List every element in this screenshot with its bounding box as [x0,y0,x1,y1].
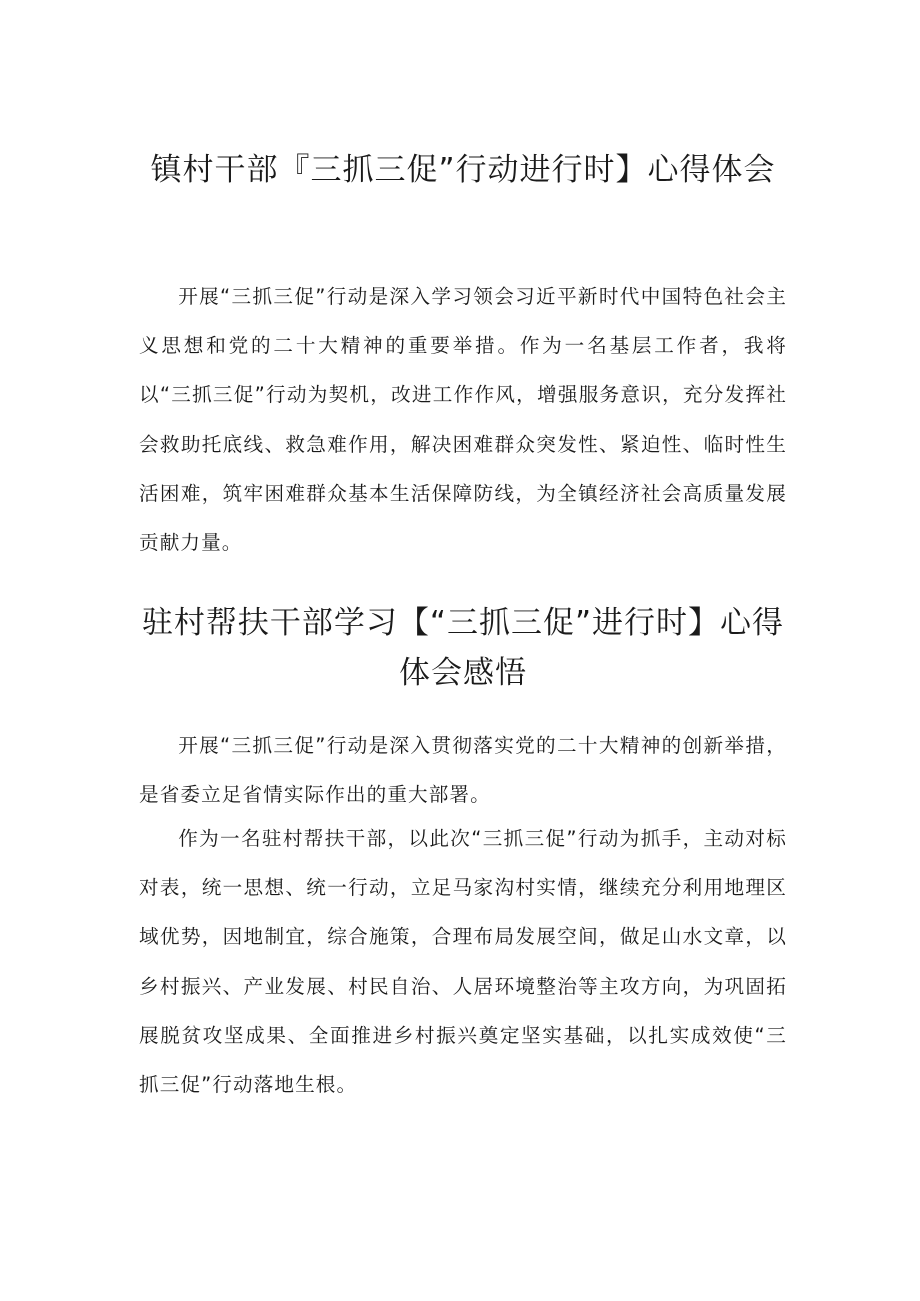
section1-title: 镇村干部『三抓三促”行动进行时】心得体会 [150,152,776,188]
section2-paragraph-2: 作为一名驻村帮扶干部，以此次“三抓三促”行动为抓手，主动对标对表，统一思想、统一行动，立足马家沟村实情，继续充分利用地理区域优势，因地制宜，综合施策，合理布局发展空间，做足山水文章，以乡村振兴、产业发展、村民自治、人居环境整治等主攻方向，为巩固拓展脱贫攻坚成果、全面推进乡村振兴奠定坚实基础，以扎实成效使“三抓三促”行动落地生根。 [139,827,787,1097]
section1-paragraph: 开展“三抓三促”行动是深入学习领会习近平新时代中国特色社会主义思想和党的二十大精神的重要举措。作为一名基层工作者，我将以“三抓三促”行动为契机，改进工作作风，增强服务意识，充分发挥社会救助托底线、救急难作用，解决困难群众突发性、紧迫性、临时性生活困难，筑牢困难群众基本生活保障防线，为全镇经济社会高质量发展贡献力量。 [139,285,787,555]
section2-paragraph-1: 开展“三抓三促”行动是深入贯彻落实党的二十大精神的创新举措，是省委立足省情实际作出的重大部署。 [139,734,787,807]
section2-title: 驻村帮扶干部学习【“三抓三促”进行时】心得体会感悟 [141,605,785,691]
